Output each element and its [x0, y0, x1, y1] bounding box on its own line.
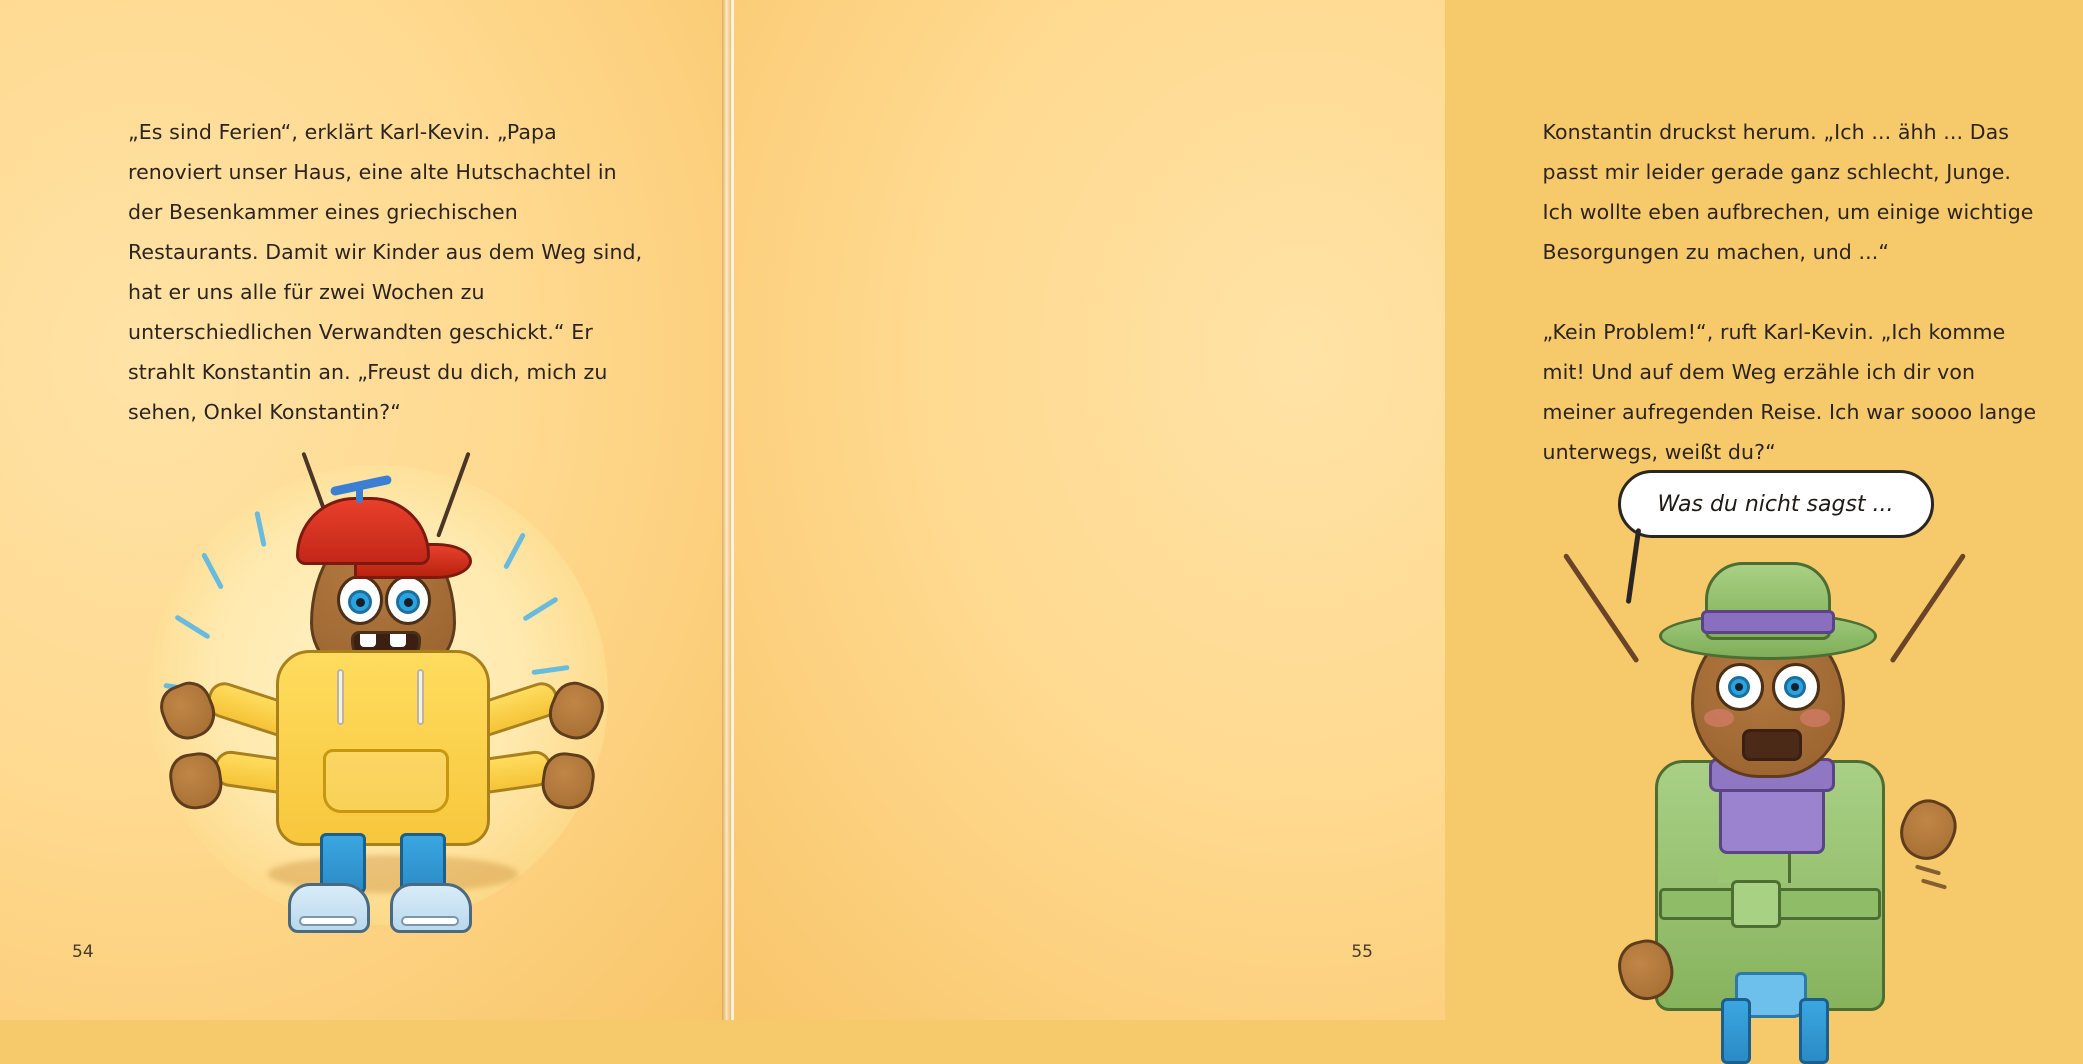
karl-kevin-illustration [118, 455, 638, 975]
motion-line [1914, 864, 1940, 875]
leg-left [1721, 998, 1751, 1064]
tooth-right [390, 634, 406, 647]
page-number-right: 55 [1351, 942, 1373, 962]
page-right [723, 0, 2037, 1020]
hand-right [1891, 792, 1965, 869]
hoodie-string-left [337, 669, 344, 725]
hoodie [276, 650, 490, 846]
antenna-left-icon [1562, 553, 1639, 664]
hat-band [1701, 610, 1835, 634]
antenna-right-icon [1889, 553, 1966, 664]
page-left [0, 0, 723, 1020]
tooth-left [360, 634, 376, 647]
cheek-right [1800, 709, 1830, 727]
motion-line [1920, 878, 1946, 889]
book-gutter-highlight [731, 0, 734, 1020]
shirt [1719, 782, 1825, 854]
page-number-left: 54 [72, 942, 94, 962]
coat-buckle [1731, 880, 1781, 928]
body-text-left [128, 112, 648, 432]
cheek-left [1704, 709, 1734, 727]
paragraph: Konstantin druckst herum. „Ich ... ähh ... Das passt mir leider gerade ganz schlecht, Junge. Ich wollte eben aufbrechen, um einige wichtige Besorgungen zu machen, und ...“ [1542, 120, 2034, 264]
mouth [1742, 729, 1802, 761]
shoe-left [288, 883, 370, 933]
eye-left [337, 575, 383, 625]
pupil-left [1728, 676, 1750, 698]
speech-bubble [1618, 470, 1934, 538]
pupil-right [1784, 676, 1806, 698]
shoe-right [390, 883, 472, 933]
paragraph: „Es sind Ferien“, erklärt Karl-Kevin. „Papa renoviert unser Haus, eine alte Hutschachtel in der Besenkammer eines griechischen Restaurants. Damit wir Kinder aus dem Weg sind, hat er uns alle für zwei Wochen zu unterschiedlichen Verwandten geschickt.“ Er strahlt Konstantin an. „Freust du dich, mich zu sehen, Onkel Konstantin?“ [128, 120, 643, 424]
eye-right [1772, 663, 1820, 711]
hoodie-pocket [323, 749, 449, 813]
paragraph: „Kein Problem!“, ruft Karl-Kevin. „Ich komme mit! Und auf dem Weg erzähle ich dir von meiner aufregenden Reise. Ich war soooo lange unterwegs, weißt du?“ [1542, 320, 2037, 464]
konstantin-illustration [1523, 470, 2083, 1020]
eye-right [385, 575, 431, 625]
speech-bubble-tail [1625, 528, 1641, 604]
pupil-left [348, 590, 372, 614]
pupil-right [396, 590, 420, 614]
body-text-right [1543, 112, 2043, 472]
speech-bubble-text: Was du nicht sagst ... [1657, 491, 1894, 517]
hoodie-string-right [417, 669, 424, 725]
leg-right [1799, 998, 1829, 1064]
eye-left [1716, 663, 1764, 711]
